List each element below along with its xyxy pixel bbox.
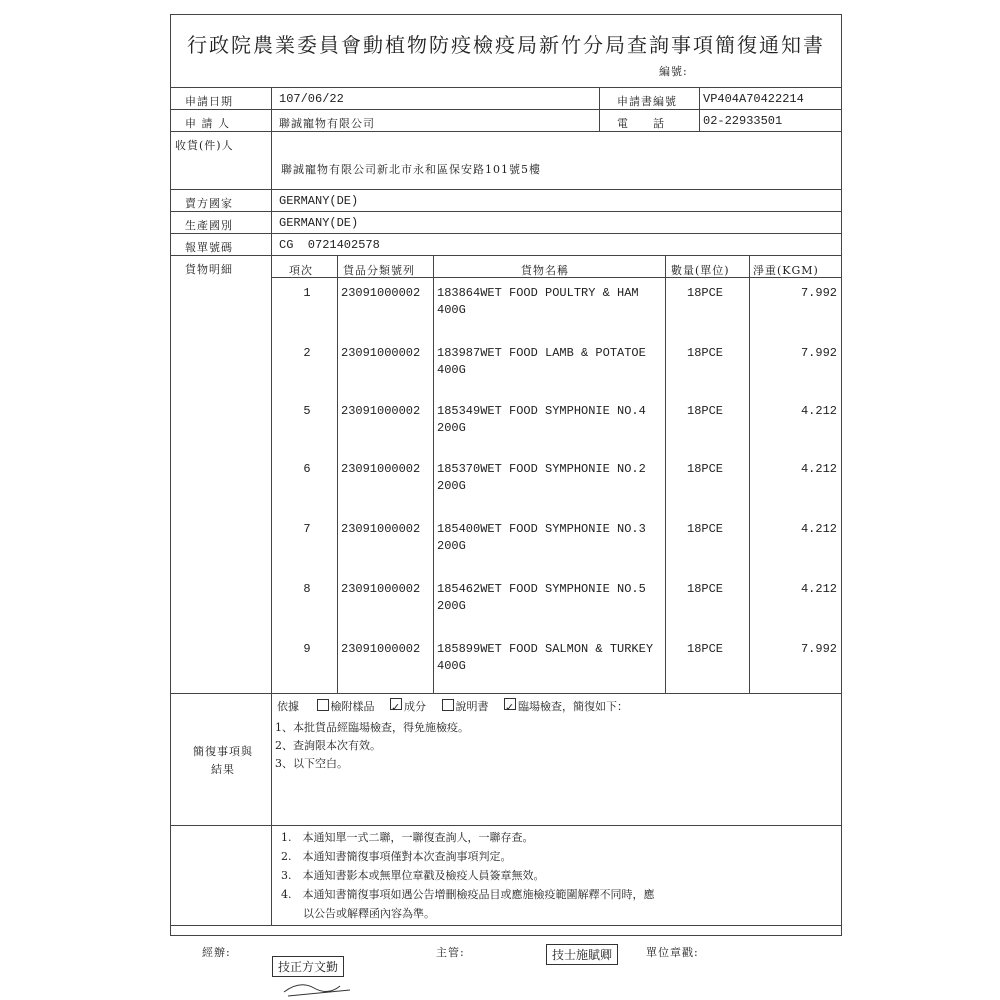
option-inspection: 臨場檢查，簡復如下： xyxy=(518,700,628,713)
handler-stamp: 技正方文勤 xyxy=(272,956,344,977)
row-qty: 18PCE xyxy=(687,404,724,418)
row-name: 183864WET FOOD POULTRY & HAM 400G xyxy=(437,286,639,317)
row-item: 9 xyxy=(303,642,311,656)
row-code: 23091000002 xyxy=(341,582,421,596)
application-no-value: VP404A70422214 xyxy=(703,92,804,106)
declaration-no-label: 報單號碼 xyxy=(185,241,233,254)
phone-value: 02-22933501 xyxy=(703,114,783,128)
row-qty: 18PCE xyxy=(687,642,724,656)
origin-country-label: 生產國別 xyxy=(185,219,233,232)
note-item: 4. 本通知書簡復事項如遇公告增刪檢疫品目或應施檢疫範圍解釋不同時，應 xyxy=(281,888,655,901)
table-row xyxy=(271,521,841,577)
application-no-label: 申請書編號 xyxy=(617,95,677,108)
row-qty: 18PCE xyxy=(687,286,724,300)
note-item: 3. 本通知書影本或無單位章戳及檢疫人員簽章無效。 xyxy=(281,869,545,882)
applicant-value: 聯誠寵物有限公司 xyxy=(279,117,375,130)
result-line: 2、查詢限本次有效。 xyxy=(275,739,381,752)
declaration-no-value: CG 0721402578 xyxy=(279,238,380,252)
row-qty: 18PCE xyxy=(687,462,724,476)
result-label: 簡復事項與結果 xyxy=(193,745,253,776)
seller-country-value: GERMANY(DE) xyxy=(279,194,359,208)
header-qty: 數量(單位) xyxy=(671,264,730,277)
row-weight: 4.212 xyxy=(800,582,837,596)
row-item: 8 xyxy=(303,582,311,596)
option-ingredient: 成分 xyxy=(404,700,426,713)
table-row xyxy=(271,403,841,459)
row-code: 23091000002 xyxy=(341,462,421,476)
goods-label: 貨物明細 xyxy=(185,263,233,276)
header-weight: 淨重(KGM) xyxy=(753,264,819,277)
row-qty: 18PCE xyxy=(687,582,724,596)
manual-checkbox xyxy=(442,699,454,711)
consignee-value: 聯誠寵物有限公司新北市永和區保安路101號5樓 xyxy=(281,163,541,176)
document-title: 行政院農業委員會動植物防疫檢疫局新竹分局查詢事項簡復通知書 xyxy=(187,33,825,57)
row-weight: 7.992 xyxy=(800,642,837,656)
supervisor-stamp: 技士施賦卿 xyxy=(546,944,618,965)
row-name: 185400WET FOOD SYMPHONIE NO.3 200G xyxy=(437,522,646,553)
row-name: 185370WET FOOD SYMPHONIE NO.2 200G xyxy=(437,462,646,493)
application-date-label: 申請日期 xyxy=(185,95,233,108)
row-item: 6 xyxy=(303,462,311,476)
applicant-label: 申 請 人 xyxy=(185,117,230,130)
row-name: 185899WET FOOD SALMON & TURKEY 400G xyxy=(437,642,654,673)
option-manual: 說明書 xyxy=(455,700,489,713)
signature-scribble xyxy=(280,976,360,998)
notice-form xyxy=(170,14,842,936)
table-row xyxy=(271,581,841,637)
row-name: 183987WET FOOD LAMB & POTATOE 400G xyxy=(437,346,646,377)
inspection-checkbox: ✓ xyxy=(504,698,516,710)
sample-checkbox xyxy=(317,699,329,711)
row-weight: 7.992 xyxy=(800,346,837,360)
application-date-value: 107/06/22 xyxy=(279,92,344,106)
table-row xyxy=(271,285,841,341)
result-line: 1、本批貨品經臨場檢查，得免施檢疫。 xyxy=(275,721,469,734)
row-name: 185349WET FOOD SYMPHONIE NO.4 200G xyxy=(437,404,646,435)
row-qty: 18PCE xyxy=(687,346,724,360)
row-weight: 4.212 xyxy=(800,462,837,476)
row-weight: 7.992 xyxy=(800,286,837,300)
row-item: 2 xyxy=(303,346,311,360)
origin-country-value: GERMANY(DE) xyxy=(279,216,359,230)
row-item: 5 xyxy=(303,404,311,418)
row-code: 23091000002 xyxy=(341,286,421,300)
option-sample: 檢附樣品 xyxy=(330,700,375,713)
consignee-label: 收貨(件)人 xyxy=(175,139,234,152)
ingredient-checkbox: ✓ xyxy=(390,698,402,710)
row-code: 23091000002 xyxy=(341,642,421,656)
row-weight: 4.212 xyxy=(800,404,837,418)
table-row xyxy=(271,345,841,401)
header-item: 項次 xyxy=(289,264,313,277)
supervisor-label: 主管: xyxy=(436,946,465,959)
note-item: 以公告或解釋函內容為準。 xyxy=(281,907,435,920)
row-code: 23091000002 xyxy=(341,346,421,360)
row-qty: 18PCE xyxy=(687,522,724,536)
row-item: 7 xyxy=(303,522,311,536)
table-row xyxy=(271,641,841,697)
note-item: 1. 本通知單一式二聯，一聯復查詢人，一聯存查。 xyxy=(281,831,534,844)
basis-row xyxy=(277,698,628,716)
basis-label: 依據 xyxy=(277,700,299,713)
handler-label: 經辦: xyxy=(202,946,231,959)
phone-label: 電 話 xyxy=(617,117,665,130)
number-label: 編號: xyxy=(659,65,688,78)
result-line: 3、以下空白。 xyxy=(275,757,348,770)
note-item: 2. 本通知書簡復事項僅對本次查詢事項判定。 xyxy=(281,850,512,863)
row-name: 185462WET FOOD SYMPHONIE NO.5 200G xyxy=(437,582,646,613)
table-row xyxy=(271,461,841,517)
row-item: 1 xyxy=(303,286,311,300)
unit-stamp-label: 單位章戳: xyxy=(646,946,699,959)
seller-country-label: 賣方國家 xyxy=(185,197,233,210)
row-code: 23091000002 xyxy=(341,522,421,536)
row-code: 23091000002 xyxy=(341,404,421,418)
header-code: 貨品分類號列 xyxy=(343,264,415,277)
header-name: 貨物名稱 xyxy=(521,264,569,277)
row-weight: 4.212 xyxy=(800,522,837,536)
